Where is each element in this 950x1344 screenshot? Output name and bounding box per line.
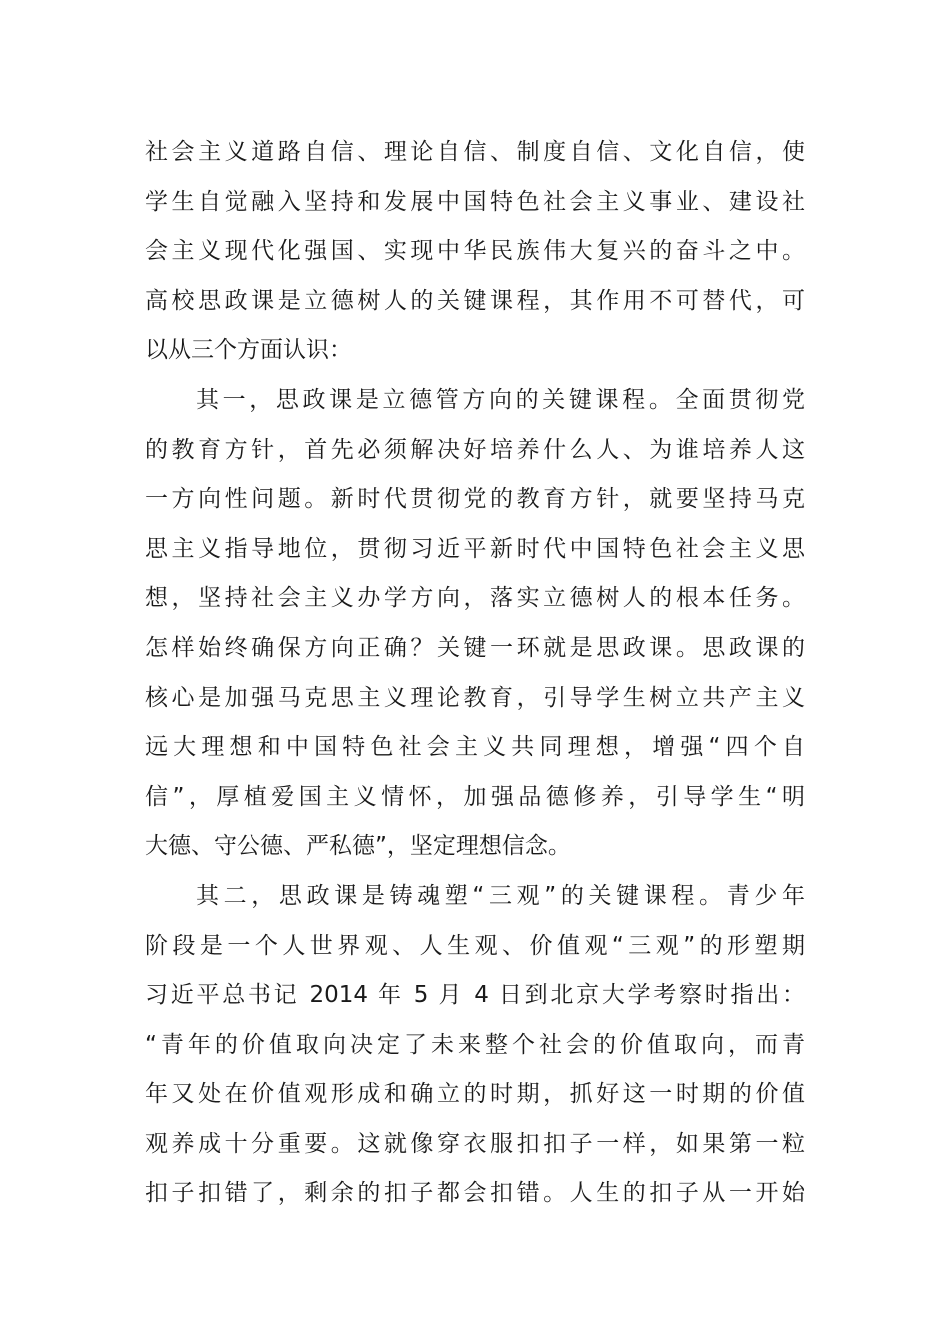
text-line: 一方向性问题。新时代贯彻党的教育方针，就要坚持马克 (145, 486, 805, 513)
text-line: 高校思政课是立德树人的关键课程，其作用不可替代，可 (145, 287, 805, 314)
text-line: 的教育方针，首先必须解决好培养什么人、为谁培养人这 (145, 436, 805, 463)
text-line: 观养成十分重要。这就像穿衣服扣扣子一样，如果第一粒 (145, 1130, 805, 1157)
body-text (145, 128, 805, 1219)
paragraph-start-line: 其一，思政课是立德管方向的关键课程。全面贯彻党 (196, 386, 805, 413)
text-line: 会主义现代化强国、实现中华民族伟大复兴的奋斗之中。 (145, 238, 805, 265)
text-line: “青年的价值取向决定了未来整个社会的价值取向，而青 (145, 1031, 805, 1058)
text-line: 学生自觉融入坚持和发展中国特色社会主义事业、建设社 (145, 188, 805, 215)
text-line: 年又处在价值观形成和确立的时期，抓好这一时期的价值 (145, 1081, 805, 1108)
paragraph-start-line: 其二，思政课是铸魂塑“三观”的关键课程。青少年 (196, 882, 805, 909)
text-line: 阶段是一个人世界观、人生观、价值观“三观”的形塑期 (145, 932, 805, 959)
text-line: 思主义指导地位，贯彻习近平新时代中国特色社会主义思 (145, 535, 805, 562)
text-line: 大德、守公德、严私德”，坚定理想信念。 (145, 833, 571, 860)
text-line: 远大理想和中国特色社会主义共同理想，增强“四个自 (145, 734, 805, 761)
text-line: 想，坚持社会主义办学方向，落实立德树人的根本任务。 (145, 585, 805, 612)
text-line: 习近平总书记 2014 年 5 月 4 日到北京大学考察时指出： (145, 982, 805, 1009)
text-line: 核心是加强马克思主义理论教育，引导学生树立共产主义 (145, 684, 805, 711)
text-line: 社会主义道路自信、理论自信、制度自信、文化自信，使 (145, 139, 805, 165)
text-line: 信”，厚植爱国主义情怀，加强品德修养，引导学生“明 (145, 783, 805, 810)
text-line: 以从三个方面认识： (145, 337, 352, 364)
text-line: 怎样始终确保方向正确？关键一环就是思政课。思政课的 (145, 634, 805, 661)
text-line: 扣子扣错了，剩余的扣子都会扣错。人生的扣子从一开始 (145, 1180, 805, 1207)
